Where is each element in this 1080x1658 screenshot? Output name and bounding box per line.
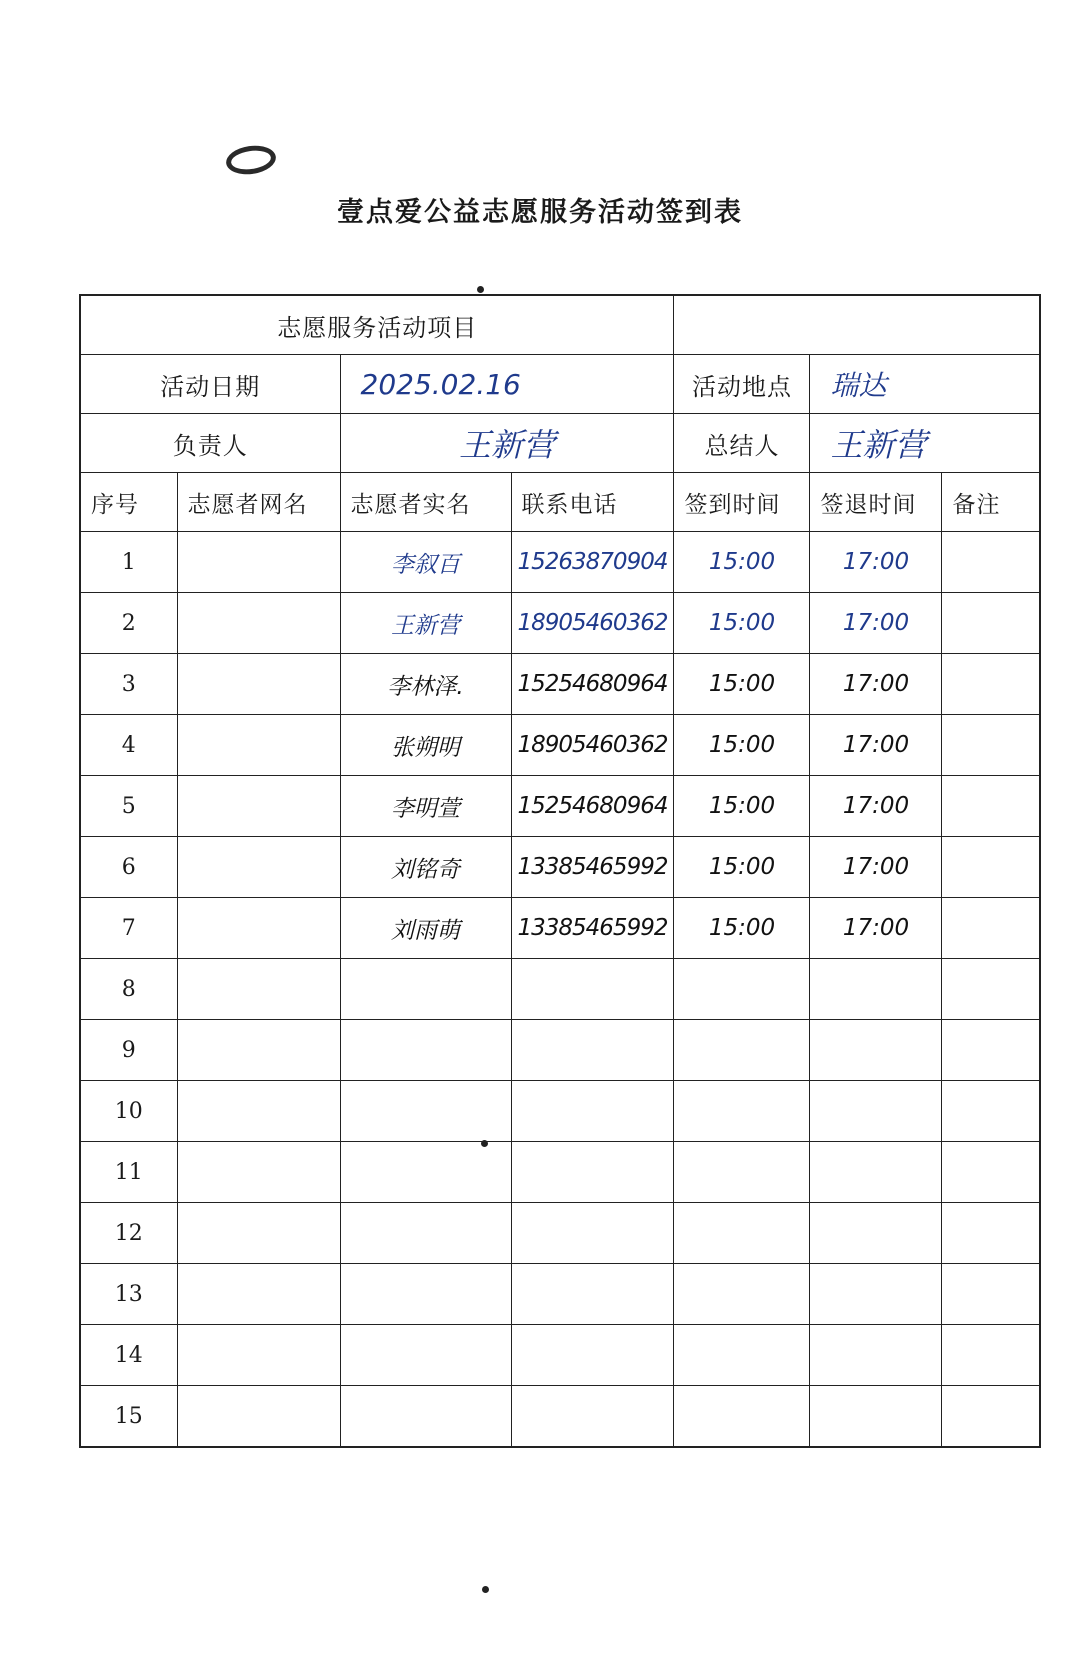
summarizer-label: 总结人: [674, 414, 810, 473]
column-header: 签退时间: [810, 473, 942, 532]
table-row: [80, 959, 1040, 1020]
real-name-cell: 李林泽.: [340, 654, 511, 715]
column-header-row: [80, 473, 1040, 532]
real-name-cell: 李叙百: [340, 532, 511, 593]
location-value: 瑞达: [810, 355, 1040, 414]
checkin-time-cell: [674, 1386, 810, 1448]
checkout-time-cell: 17:00: [810, 776, 942, 837]
real-name-cell: [340, 1081, 511, 1142]
note-cell: [942, 1142, 1040, 1203]
column-header: 签到时间: [674, 473, 810, 532]
checkin-time-cell: [674, 959, 810, 1020]
row-number: 9: [80, 1020, 177, 1081]
column-header: 备注: [942, 473, 1040, 532]
note-cell: [942, 776, 1040, 837]
row-number: 7: [80, 898, 177, 959]
checkout-time-cell: 17:00: [810, 898, 942, 959]
phone-cell: 15254680964: [511, 654, 674, 715]
real-name-cell: 李明萱: [340, 776, 511, 837]
checkout-time-cell: [810, 1386, 942, 1448]
checkin-time-cell: 15:00: [674, 837, 810, 898]
note-cell: [942, 837, 1040, 898]
phone-cell: 18905460362: [511, 715, 674, 776]
nickname-cell: [177, 532, 340, 593]
row-number: 13: [80, 1264, 177, 1325]
location-label: 活动地点: [674, 355, 810, 414]
checkout-time-cell: 17:00: [810, 654, 942, 715]
table-row: [80, 898, 1040, 959]
real-name-cell: [340, 1020, 511, 1081]
summarizer-value: 王新营: [810, 414, 1040, 473]
phone-cell: 15263870904: [511, 532, 674, 593]
real-name-cell: 刘雨萌: [340, 898, 511, 959]
table-row: [80, 1081, 1040, 1142]
checkin-time-cell: 15:00: [674, 715, 810, 776]
checkout-time-cell: [810, 1203, 942, 1264]
checkin-time-cell: 15:00: [674, 654, 810, 715]
row-number: 11: [80, 1142, 177, 1203]
phone-cell: [511, 1142, 674, 1203]
note-cell: [942, 959, 1040, 1020]
checkout-time-cell: 17:00: [810, 837, 942, 898]
real-name-cell: [340, 1203, 511, 1264]
table-row: [80, 1386, 1040, 1448]
checkout-time-cell: 17:00: [810, 532, 942, 593]
checkin-time-cell: [674, 1081, 810, 1142]
note-cell: [942, 715, 1040, 776]
column-header: 序号: [80, 473, 177, 532]
row-number: 6: [80, 837, 177, 898]
page-title: 壹点爱公益志愿服务活动签到表: [337, 197, 743, 228]
nickname-cell: [177, 1020, 340, 1081]
checkin-time-cell: 15:00: [674, 776, 810, 837]
row-number: 14: [80, 1325, 177, 1386]
nickname-cell: [177, 715, 340, 776]
real-name-cell: 张朔明: [340, 715, 511, 776]
nickname-cell: [177, 776, 340, 837]
nickname-cell: [177, 898, 340, 959]
note-cell: [942, 1386, 1040, 1448]
checkout-time-cell: [810, 1264, 942, 1325]
note-cell: [942, 1020, 1040, 1081]
nickname-cell: [177, 1325, 340, 1386]
row-number: 10: [80, 1081, 177, 1142]
checkout-time-cell: 17:00: [810, 593, 942, 654]
row-number: 5: [80, 776, 177, 837]
checkout-time-cell: 17:00: [810, 715, 942, 776]
checkin-time-cell: [674, 1142, 810, 1203]
checkout-time-cell: [810, 1081, 942, 1142]
project-value: [674, 295, 1040, 355]
checkout-time-cell: [810, 1020, 942, 1081]
leader-label: 负责人: [80, 414, 340, 473]
note-cell: [942, 532, 1040, 593]
phone-cell: 18905460362: [511, 593, 674, 654]
real-name-cell: [340, 1386, 511, 1448]
phone-cell: 13385465992: [511, 837, 674, 898]
phone-cell: [511, 1325, 674, 1386]
column-header: 联系电话: [511, 473, 674, 532]
checkin-time-cell: [674, 1203, 810, 1264]
leader-row: [80, 414, 1040, 473]
checkout-time-cell: [810, 1325, 942, 1386]
phone-cell: [511, 1264, 674, 1325]
note-cell: [942, 1325, 1040, 1386]
checkin-time-cell: [674, 1325, 810, 1386]
note-cell: [942, 1081, 1040, 1142]
row-number: 3: [80, 654, 177, 715]
leader-value: 王新营: [340, 414, 674, 473]
note-cell: [942, 898, 1040, 959]
table-row: [80, 1142, 1040, 1203]
note-cell: [942, 593, 1040, 654]
checkin-time-cell: 15:00: [674, 898, 810, 959]
table-row: [80, 776, 1040, 837]
real-name-cell: 刘铭奇: [340, 837, 511, 898]
nickname-cell: [177, 959, 340, 1020]
checkin-time-cell: [674, 1020, 810, 1081]
row-number: 4: [80, 715, 177, 776]
scan-dot: [482, 1586, 489, 1593]
column-header: 志愿者网名: [177, 473, 340, 532]
table-row: [80, 593, 1040, 654]
nickname-cell: [177, 593, 340, 654]
nickname-cell: [177, 837, 340, 898]
row-number: 2: [80, 593, 177, 654]
checkin-time-cell: 15:00: [674, 593, 810, 654]
project-row: [80, 295, 1040, 355]
real-name-cell: [340, 1325, 511, 1386]
row-number: 1: [80, 532, 177, 593]
scan-dot: [477, 286, 484, 293]
date-location-row: [80, 355, 1040, 414]
phone-cell: [511, 1081, 674, 1142]
table-row: [80, 1325, 1040, 1386]
date-value: 2025.02.16: [340, 355, 674, 414]
phone-cell: 15254680964: [511, 776, 674, 837]
table-row: [80, 837, 1040, 898]
table-row: [80, 654, 1040, 715]
real-name-cell: [340, 1142, 511, 1203]
real-name-cell: [340, 959, 511, 1020]
nickname-cell: [177, 654, 340, 715]
table-row: [80, 1020, 1040, 1081]
table-row: [80, 1264, 1040, 1325]
nickname-cell: [177, 1142, 340, 1203]
row-number: 8: [80, 959, 177, 1020]
table-row: [80, 532, 1040, 593]
column-header: 志愿者实名: [340, 473, 511, 532]
project-label: 志愿服务活动项目: [80, 295, 674, 355]
checkin-time-cell: [674, 1264, 810, 1325]
phone-cell: [511, 1386, 674, 1448]
checkout-time-cell: [810, 1142, 942, 1203]
date-label: 活动日期: [80, 355, 340, 414]
checkout-time-cell: [810, 959, 942, 1020]
nickname-cell: [177, 1386, 340, 1448]
phone-cell: [511, 1020, 674, 1081]
sign-in-table: [79, 294, 1041, 1448]
row-number: 15: [80, 1386, 177, 1448]
note-cell: [942, 1203, 1040, 1264]
nickname-cell: [177, 1264, 340, 1325]
real-name-cell: 王新营: [340, 593, 511, 654]
phone-cell: [511, 1203, 674, 1264]
table-row: [80, 715, 1040, 776]
phone-cell: [511, 959, 674, 1020]
note-cell: [942, 1264, 1040, 1325]
scan-ring-mark: [224, 143, 277, 178]
real-name-cell: [340, 1264, 511, 1325]
nickname-cell: [177, 1081, 340, 1142]
row-number: 12: [80, 1203, 177, 1264]
note-cell: [942, 654, 1040, 715]
table-row: [80, 1203, 1040, 1264]
nickname-cell: [177, 1203, 340, 1264]
phone-cell: 13385465992: [511, 898, 674, 959]
checkin-time-cell: 15:00: [674, 532, 810, 593]
